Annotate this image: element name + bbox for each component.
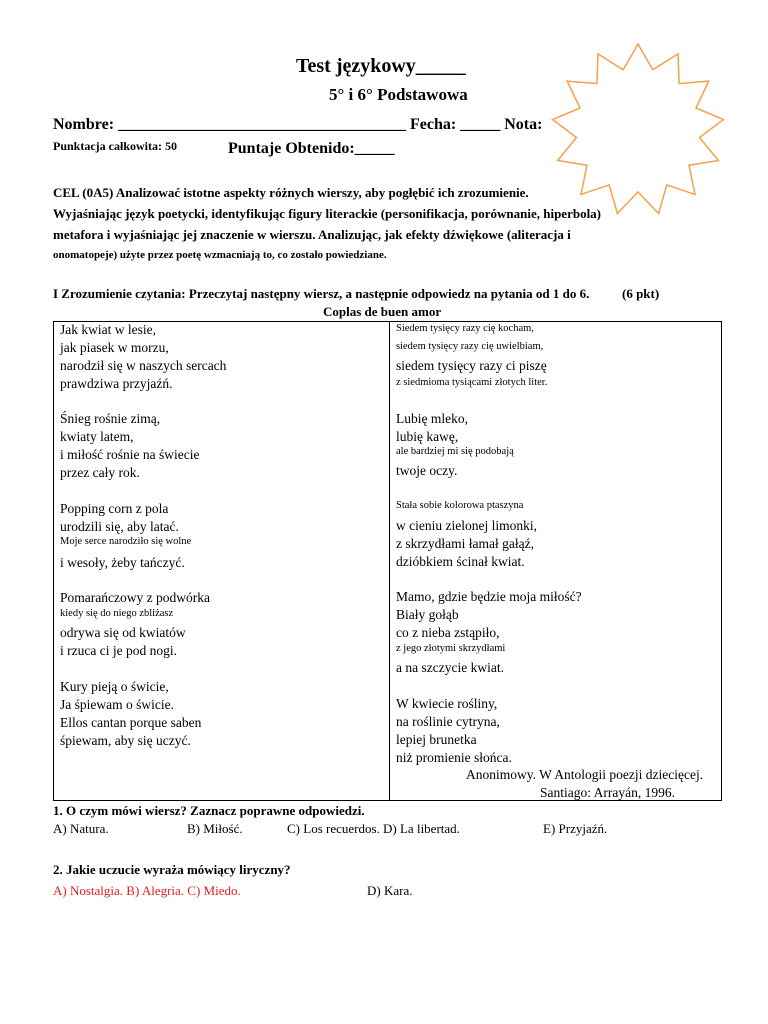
poem-left-line: i wesoły, żeby tańczyć.: [60, 555, 185, 570]
q1-option-e[interactable]: E) Przyjaźń.: [543, 821, 608, 836]
poem-left-line: jak piasek w morzu,: [60, 340, 169, 355]
poem-left-line: śpiewam, aby się uczyć.: [60, 733, 191, 748]
poem-left-line: Kury pieją o świcie,: [60, 679, 169, 694]
poem-right-line: siedem tysięcy razy ci piszę: [396, 358, 547, 373]
poem-right-line: Mamo, gdzie będzie moja miłość?: [396, 589, 582, 604]
poem-left-line: Pomarańczowy z podwórka: [60, 590, 210, 605]
poem-column-divider: [389, 322, 390, 800]
poem-right-line: niż promienie słońca.: [396, 750, 512, 765]
poem-left-line: i rzuca ci je pod nogi.: [60, 643, 177, 658]
poem-right-line: W kwiecie rośliny,: [396, 696, 498, 711]
test-title: Test językowy_____: [296, 55, 466, 77]
poem-left-line: odrywa się od kwiatów: [60, 625, 186, 640]
question-2: 2. Jakie uczucie wyraża mówiący liryczny?: [53, 862, 291, 877]
q2-options-abc[interactable]: A) Nostalgia. B) Alegria. C) Miedo.: [53, 883, 241, 898]
poem-right-line: na roślinie cytryna,: [396, 714, 500, 729]
poem-right-line: Biały gołąb: [396, 607, 459, 622]
obtained-points: Puntaje Obtenido:_____: [228, 140, 395, 157]
grade-subtitle: 5° i 6° Podstawowa: [329, 85, 468, 104]
objective-line-3: metafora i wyjaśniając jej znaczenie w wierszu. Analizując, jak efekty dźwiękowe (aliteracja i: [53, 227, 571, 242]
poem-source-author: Anonimowy. W Antologii poezji dziecięcej.: [466, 767, 704, 782]
total-points: Punktacja całkowita: 50: [53, 139, 177, 153]
q2-option-d[interactable]: D) Kara.: [367, 883, 413, 898]
poem-right-line: w cieniu zielonej limonki,: [396, 518, 537, 533]
poem-right-line: co z nieba zstąpiło,: [396, 625, 500, 640]
poem-table: [53, 321, 722, 801]
poem-right-line: Lubię mleko,: [396, 411, 468, 426]
poem-right-line: a na szczycie kwiat.: [396, 660, 504, 675]
poem-right-line: siedem tysięcy razy cię uwielbiam,: [396, 341, 544, 352]
poem-left-line: i miłość rośnie na świecie: [60, 447, 200, 462]
objective-line-4: onomatopeje) użyte przez poetę wzmacniają to, co zostało powiedziane.: [53, 249, 387, 261]
objective-line-2: Wyjaśniając język poetycki, identyfikując figury literackie (personifikacja, porównanie, hiperbola): [53, 206, 602, 221]
poem-left-line: Ja śpiewam o świcie.: [60, 697, 174, 712]
poem-left-line: Śnieg rośnie zimą,: [60, 411, 161, 426]
section-points: (6 pkt): [622, 286, 660, 301]
poem-right-line: lubię kawę,: [396, 429, 459, 444]
section-instruction: I Zrozumienie czytania: Przeczytaj następny wiersz, a następnie odpowiedz na pytania od 1 do 6.: [53, 286, 590, 301]
poem-left-line: Jak kwiat w lesie,: [60, 322, 156, 337]
poem-left-line: Moje serce narodziło się wolne: [60, 536, 192, 547]
poem-source-publisher: Santiago: Arrayán, 1996.: [540, 785, 675, 800]
q1-option-b[interactable]: B) Miłość.: [187, 821, 243, 836]
poem-left-line: narodził się w naszych sercach: [60, 358, 227, 373]
q1-option-a[interactable]: A) Natura.: [53, 821, 109, 836]
poem-left-line: kwiaty latem,: [60, 429, 134, 444]
poem-left-line: Popping corn z pola: [60, 501, 169, 516]
objective-block: [53, 182, 601, 266]
poem-right-line: z jego złotymi skrzydłami: [396, 643, 506, 654]
q1-option-cd[interactable]: C) Los recuerdos. D) La libertad.: [287, 821, 460, 836]
poem-right-line: twoje oczy.: [396, 463, 458, 478]
poem-left-line: Ellos cantan porque saben: [60, 715, 202, 730]
poem-title: Coplas de buen amor: [323, 304, 442, 319]
poem-left-line: urodzili się, aby latać.: [60, 519, 179, 534]
poem-left-line: przez cały rok.: [60, 465, 140, 480]
question-1: 1. O czym mówi wiersz? Zaznacz poprawne odpowiedzi.: [53, 803, 365, 818]
poem-right-line: lepiej brunetka: [396, 732, 477, 747]
poem-right-line: Stała sobie kolorowa ptaszyna: [396, 500, 524, 511]
poem-right-line: Siedem tysięcy razy cię kocham,: [396, 323, 534, 334]
poem-right-line: ale bardziej mi się podobają: [396, 446, 514, 457]
poem-right-line: dzióbkiem ścinał kwiat.: [396, 554, 525, 569]
poem-right-line: z skrzydłami łamał gałąź,: [396, 536, 534, 551]
poem-right-line: z siedmioma tysiącami złotych liter.: [396, 377, 548, 388]
poem-left-line: kiedy się do niego zbliżasz: [60, 608, 174, 619]
poem-left-line: prawdziwa przyjaźń.: [60, 376, 173, 391]
name-date-grade-line: Nombre: ____________________________________ Fecha: _____ Nota:: [53, 116, 543, 133]
objective-line-1: CEL (0A5) Analizować istotne aspekty różnych wierszy, aby pogłębić ich zrozumienie.: [53, 185, 529, 200]
